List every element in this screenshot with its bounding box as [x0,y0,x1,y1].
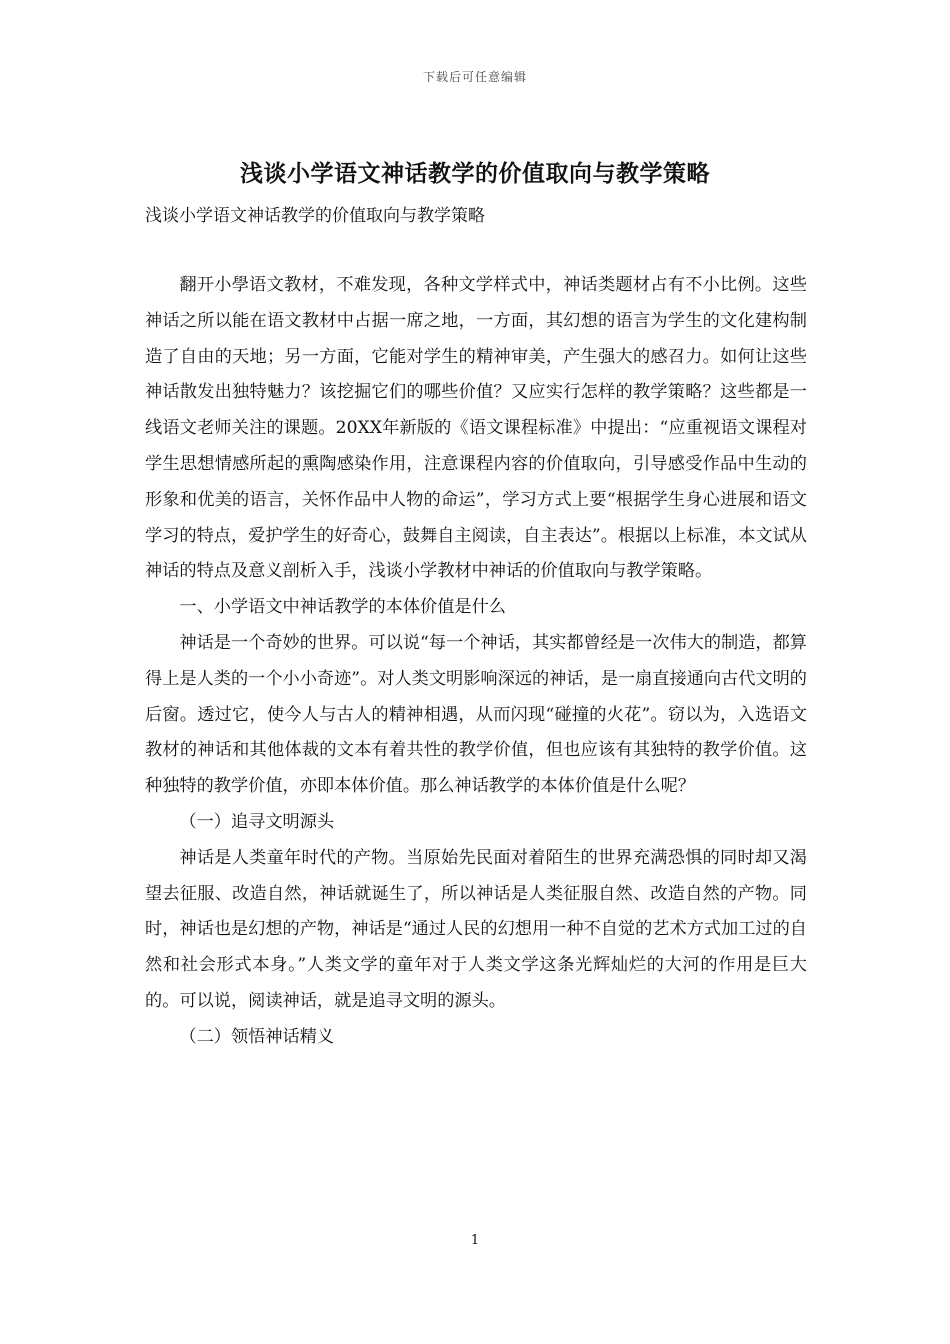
page-number: 1 [470,1233,480,1248]
body-paragraph: 神话是人类童年时代的产物。当原始先民面对着陌生的世界充满恐惧的同时却又渴望去征服、改造自然，神话就诞生了，所以神话是人类征服自然、改造自然的产物。同时，神话也是幻想的产物，神话是“通过人民的幻想用一种不自觉的艺术方式加工过的自然和社会形式本身。”人类文学的童年对于人类文学这条光辉灿烂的大河的作用是巨大的。可以说，阅读神话，就是追寻文明的源头。 [145,847,807,1011]
document-title: 浅谈小学语文神话教学的价值取向与教学策略 [240,160,710,187]
subsection-heading-2: （二）领悟神话精义 [179,1026,335,1047]
subsection-heading-1: （一）追寻文明源头 [179,811,335,832]
document-body [145,268,807,1056]
document-subtitle: 浅谈小学语文神话教学的价值取向与教学策略 [145,206,485,226]
body-paragraph: 神话是一个奇妙的世界。可以说“每一个神话，其实都曾经是一次伟大的制造，都算得上是人类的一个小小奇迹”。对人类文明影响深远的神话，是一扇直接通向古代文明的后窗。透过它，使今人与古人的精神相遇，从而闪现“碰撞的火花”。窃以为，入选语文教材的神话和其他体裁的文本有着共性的教学价值，但也应该有其独特的教学价值。这种独特的教学价值，亦即本体价值。那么神话教学的本体价值是什么呢？ [145,632,807,797]
intro-paragraph: 翻开小學语文教材，不难发现，各种文学样式中，神话类题材占有不小比例。这些神话之所以能在语文教材中占据一席之地，一方面，其幻想的语言为学生的文化建构制造了自由的天地；另一方面，它能对学生的精神审美，产生强大的感召力。如何让这些神话散发出独特魅力？该挖掘它们的哪些价值？又应实行怎样的教学策略？这些都是一线语文老师关注的课题。20XX年新版的《语文课程标准》中提出：“应重视语文课程对学生思想情感所起的熏陶感染作用，注意课程内容的价值取向，引导感受作品中生动的形象和优美的语言，关怀作品中人物的命运”，学习方式上要“根据学生身心进展和语文学习的特点，爱护学生的好奇心，鼓舞自主阅读，自主表达”。根据以上标准，本文试从神话的特点及意义剖析入手，浅谈小学教材中神话的价值取向与教学策略。 [145,275,807,582]
section-heading-1: 一、小学语文中神话教学的本体价值是什么 [179,597,506,618]
header-note: 下载后可任意编辑 [422,70,527,84]
